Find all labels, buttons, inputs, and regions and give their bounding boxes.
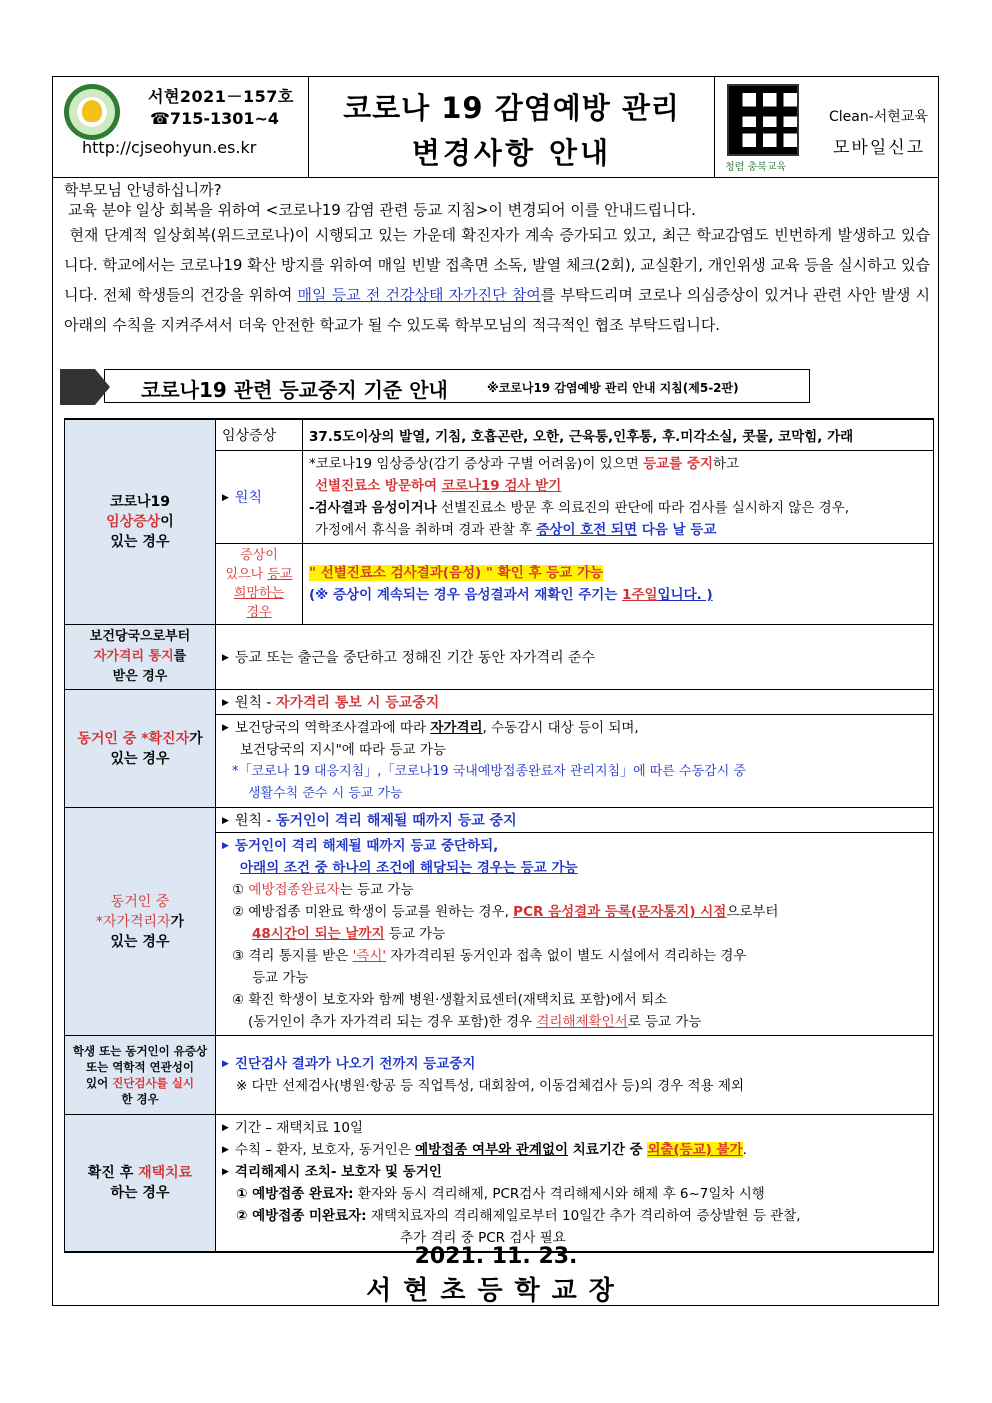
bullet-icon: ▶ [222,1167,229,1177]
intro-para-a: 현재 단계적 일상회복(위드코로나)이 시행되고 있는 가운데 확진자가 계속 증가되고 있고, 최근 학교감염도 빈번하게 발생하고 있습니다. 학교에서는 코로나19 확산 방지를 위하여 매일 빈발 접촉면 소독, 발열 체크(2회), 교실환기, 개인위생 교육 등을 실시하고 있습니다. 전체 학생들의 건강을 위하여 [64,226,930,304]
intro-line: 교육 분야 일상 회복을 위하여 <코로나19 감염 관련 등교 지침>이 변경되어 이를 안내드립니다. [68,201,696,219]
t: 진단검사를 실시 [112,1076,194,1090]
t [222,1161,927,1183]
bullet-icon: ▶ [222,1145,229,1155]
t: 치료기간 중 [568,1142,648,1158]
t: 받은 경우 [112,669,168,684]
t: 는 등교 가능 [339,882,414,898]
t: *「코로나 19 대응지침」,「코로나19 국내예방접종완료자 관리지침」에 따른 수동감시 중 [232,764,746,779]
t: . [742,1142,747,1158]
header-title [309,76,714,178]
t: 기간 – 재택치료 10일 [234,1120,364,1136]
t: 원칙 - [234,813,276,829]
t: 학생 또는 동거인이 유증상 [72,1044,208,1058]
self-check-highlight: 매일 등교 전 건강상태 자가진단 참여 [297,286,541,304]
phone-number: ☎715-1301~4 [150,109,280,128]
t: 선별진료소 방문하여 [315,478,442,494]
t: 등교 또는 출근을 중단하고 정해진 기간 동안 자가격리 준수 [234,650,596,666]
section-box [104,369,810,403]
t: 동거인 중 [110,893,170,910]
intro-text [64,180,930,340]
t: 추가 격리 중 PCR 검사 필요 [400,1230,566,1246]
t: 동거인 중 *확진자 [77,730,190,747]
confirmed-content [216,715,934,808]
wish-line [309,584,927,606]
t: 동거인이 격리 해제될 때까지 등교 중지 [275,813,517,829]
principle-text: 원칙 [234,490,262,506]
t: ④ 확진 학생이 보호자와 함께 병원·생활치료센터(재택치료 포함)에서 퇴소 [232,992,668,1008]
t: '즉시' [352,948,387,964]
rules-table [64,418,934,1253]
mobile-report-label: 모바일신고 [833,138,926,158]
bullet-icon: ▶ [222,841,229,851]
arrow-icon [60,369,110,405]
principal-signature: 서현초등학교장 [366,1276,626,1306]
t: 증상이 호전 되면 [536,522,638,538]
t: 확진 후 [87,1165,139,1181]
bullet-icon: ▶ [222,723,229,733]
t: 보건당국의 역학조사결과에 따라 [234,720,431,736]
t: 있어 [85,1076,113,1090]
t: -검사결과 음성이거나 [309,500,437,516]
intro-para-b: 를 부탁드리며 코로나 의심증상이 있거나 관련 사안 발생 시 아래의 수칙을 지켜주셔서 더욱 안전한 학교가 될 수 있도록 학부모님의 적극적인 협조 부탁드립니다. [64,286,930,334]
t [222,1053,927,1075]
quarantine-content [216,625,934,690]
label-red: 임상증상 [106,514,161,530]
bullet-icon: ▶ [222,698,229,708]
symptom-list: 37.5도이상의 발열, 기침, 호흡곤란, 오한, 근육통,인후통, 후.미각소실, 콧물, 코막힘, 가래 [303,419,934,451]
t: 가정에서 휴식을 취하며 경과 관찰 후 [315,522,533,538]
principle-line [309,453,927,475]
t: ① 예방접종 완료자: [236,1186,354,1202]
t [222,565,296,584]
t: 예방접종 여부와 관계없이 [415,1142,569,1158]
t: ② 예방접종 미완료자: [236,1208,367,1224]
t: 등교 [267,567,293,582]
t: 수칙 – 환자, 보호자, 동거인은 [234,1142,416,1158]
t: 재택치료자의 격리해제일로부터 10일간 추가 격리하여 증상발현 등 관찰, [366,1208,801,1224]
label-line: 있는 경우 [110,534,170,550]
t [222,879,927,901]
principle-line [309,475,927,497]
t: 예방접종완료자 [248,882,340,898]
issue-date: 2021. 11. 23. [414,1244,578,1269]
t: 를 [173,649,187,664]
t [222,901,927,923]
t: (동거인이 추가 자가격리 되는 경우 포함)한 경우 [248,1014,537,1030]
school-emblem-icon [64,84,120,140]
t: 있으나 [225,567,268,582]
t: 1주일 [622,587,658,603]
t: 하는 경우 [110,1185,170,1201]
row-label-home-treatment [65,1115,216,1253]
label-line: 코로나19 [109,494,171,510]
t: 선별진료소 방문 후 의료진의 판단에 따라 검사를 실시하지 않은 경우, [436,500,850,516]
t: 자가격리된 동거인과 접촉 없이 별도 시설에서 격리하는 경우 [386,948,747,964]
t: 아래의 조건 중 하나의 조건에 해당되는 경우는 등교 가능 [240,860,578,876]
label-suffix: 이 [160,514,174,530]
row-label-self-isolator [65,808,216,1036]
t: 증상이 [240,548,278,563]
row-label-confirmed [65,690,216,808]
t [222,1117,927,1139]
bullet-icon: ▶ [222,1123,229,1133]
t: 자가격리 [430,720,483,736]
bullet-icon: ▶ [222,816,229,826]
t: 격리해제시 조치- 보호자 및 동거인 [234,1164,442,1180]
principle-line [309,519,927,541]
t: 48시간이 되는 날까지 [252,926,385,942]
symptom-label: 임상증상 [216,419,303,451]
t: 원칙 - [234,695,276,711]
t: 있는 경우 [110,750,170,767]
t: 있는 경우 [110,933,170,950]
t: 진단검사 결과가 나오기 전까지 등교중지 [234,1056,476,1072]
isolator-content [216,833,934,1036]
t: 동거인이 격리 해제될 때까지 등교 중단하되, [234,838,499,854]
t: ② 예방접종 미완료 학생이 등교를 원하는 경우, [232,904,514,920]
t: 보건당국으로부터 [89,629,191,644]
home-treatment-content [216,1115,934,1253]
t [222,945,927,967]
intro-paragraph [64,220,930,340]
t: 자가격리 통보 시 등교중지 [275,695,440,711]
bullet-icon: ▶ [222,653,229,663]
t [222,1011,927,1033]
t [71,1163,209,1183]
t: 다음 날 등교 [637,522,717,538]
section-note: ※코로나19 감염예방 관리 안내 지침(제5-2판) [487,381,739,395]
t [71,729,209,749]
row-label-test [65,1036,216,1115]
header-info [52,76,309,178]
t [71,647,209,667]
t: 재택치료 [138,1165,193,1181]
t: (※ 증상이 계속되는 경우 음성결과서 재확인 주기는 [309,587,623,603]
test-content [216,1036,934,1115]
confirmed-principle [216,690,934,715]
t [222,923,927,945]
t [222,1205,927,1227]
t: PCR 음성결과 등록(문자통지) 시점 [513,904,727,920]
t: ① [232,882,249,898]
t: 희망하는 [233,586,285,601]
t: ③ 격리 통지를 받은 [232,948,353,964]
t: 자가격리 통지 [93,649,174,664]
t: " 선별진료소 검사결과(음성) " 확인 후 등교 가능 [309,565,604,581]
isolator-principle [216,808,934,833]
t [71,912,209,932]
t: 격리해제확인서 [536,1014,628,1030]
t: 보건당국의 지시"에 따라 등교 가능 [240,742,446,758]
t: 또는 역학적 연관성이 [86,1060,194,1074]
wish-line [309,562,927,584]
section-banner [60,369,810,405]
principle-label [216,451,303,544]
t: 생활수칙 준수 시 등교 가능 [248,786,403,801]
document-number: 서현2021－157호 [148,87,294,106]
clean-label: Clean-서현교육 [829,109,928,125]
principle-content [303,451,934,544]
t: 등교 가능 [252,970,309,986]
header-report [714,76,939,178]
t [71,1075,209,1091]
label-line [71,512,209,532]
section-title: 코로나19 관련 등교중지 기준 안내 [141,378,448,402]
t: 로 등교 가능 [627,1014,702,1030]
t: 코로나19 검사 받기 [441,478,562,494]
t [222,1183,927,1205]
t: *자가격리자 [95,913,171,930]
qr-code-icon[interactable] [727,84,799,156]
t: 가 [170,913,185,930]
principle-line [309,497,927,519]
title-line-2: 변경사항 안내 [411,136,612,170]
t: 가 [189,730,203,747]
greeting: 학부모님 안녕하십니까? [64,181,222,199]
qr-caption: 청렴 충북교육 [725,162,787,173]
t: , 수동감시 대상 등이 되며, [482,720,639,736]
t [222,1139,927,1161]
t: 환자와 동시 격리해제, PCR검사 격리해제시와 해제 후 6~7일차 시행 [353,1186,765,1202]
row-label-symptoms [65,419,216,625]
bullet-icon: ▶ [222,493,229,503]
t: 외출(등교) 불가 [647,1142,743,1158]
wish-content [303,544,934,625]
title-line-1: 코로나 19 감염예방 관리 [343,91,680,125]
t: 등교 가능 [384,926,446,942]
t [222,717,927,739]
t: 입니다. ) [657,587,713,603]
t [222,835,927,857]
t: 등교를 중지 [643,456,713,472]
row-label-quarantine [65,625,216,690]
t: ※ 다만 선제검사(병원·항공 등 직업특성, 대회참여, 이동검체검사 등)의 경우 적용 제외 [236,1078,744,1094]
school-url[interactable]: http://cjseohyun.es.kr [82,138,257,157]
wish-label [216,544,303,625]
t: 한 경우 [121,1092,159,1106]
t: 으로부터 [726,904,779,920]
t: 하고 [712,456,740,472]
t: 경우 [246,605,272,620]
t: *코로나19 임상증상(감기 증상과 구별 어려움)이 있으면 [309,456,644,472]
bullet-icon: ▶ [222,1059,229,1069]
